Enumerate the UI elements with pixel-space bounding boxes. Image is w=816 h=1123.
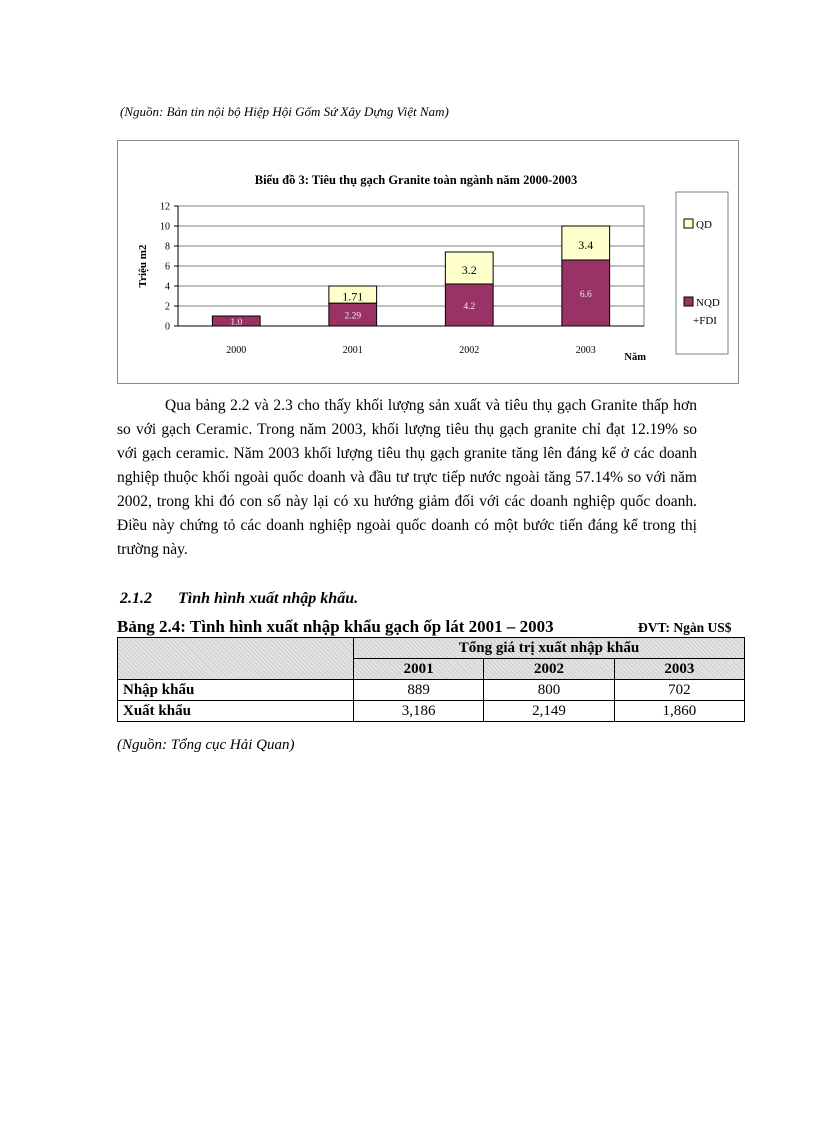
legend-swatch	[684, 297, 693, 306]
bar-data-label: 3.2	[461, 263, 477, 277]
y-tick-label: 6	[165, 261, 170, 273]
table-cell: 3,186	[354, 701, 484, 722]
bar-data-label: 1.0	[230, 318, 243, 328]
bar-data-label: 4.2	[463, 302, 476, 312]
section-title: Tình hình xuất nhập khẩu.	[178, 590, 359, 607]
x-tick-label: 2001	[342, 345, 363, 356]
y-tick-label: 10	[160, 221, 170, 233]
bar-data-label: 2.29	[344, 311, 362, 322]
table-title: Bảng 2.4: Tình hình xuất nhập khẩu gạch ốp lát 2001 – 2003	[117, 617, 554, 636]
y-tick-label: 0	[165, 321, 170, 333]
y-tick-label: 12	[160, 201, 170, 213]
bar-data-label: 6.6	[579, 290, 592, 300]
x-axis-label: Năm	[624, 352, 646, 363]
granite-consumption-chart	[118, 141, 740, 385]
table-unit: ĐVT: Ngàn US$	[638, 620, 732, 635]
table-source-note: (Nguồn: Tổng cục Hải Quan)	[117, 737, 295, 753]
table-row	[118, 680, 745, 701]
y-axis-label: Triệu m2	[137, 244, 149, 288]
x-tick-label: 2000	[226, 345, 247, 356]
bar-data-label: 1.71	[342, 289, 364, 304]
y-tick-label: 4	[165, 281, 170, 293]
table-corner-cell	[118, 638, 354, 680]
chart-title: Biểu đồ 3: Tiêu thụ gạch Granite toàn ngành năm 2000-2003	[254, 173, 578, 187]
table-group-header: Tổng giá trị xuất nhập khẩu	[354, 638, 745, 659]
body-paragraph	[117, 394, 697, 562]
table-cell: 702	[614, 680, 744, 701]
legend-swatch	[684, 219, 693, 228]
y-tick-label: 2	[165, 301, 170, 313]
import-export-table	[117, 637, 745, 722]
table-row	[118, 701, 745, 722]
legend-label: +FDI	[693, 315, 717, 327]
year-header: 2003	[614, 659, 744, 680]
table-cell: 2,149	[484, 701, 614, 722]
table-cell: 1,860	[614, 701, 744, 722]
legend-label: NQD	[696, 297, 720, 309]
chart-container	[117, 140, 739, 384]
x-tick-label: 2003	[575, 345, 596, 356]
row-label: Nhập khẩu	[118, 680, 354, 701]
body-paragraph-text: Qua bảng 2.2 và 2.3 cho thấy khối lượng sản xuất và tiêu thụ gạch Granite thấp hơn so với gạch Ceramic. Trong năm 2003, khối lượng tiêu thụ gạch granite chỉ đạt 12.19% so với gạch ceramic. Năm 2003 khối lượng tiêu thụ gạch granite tăng lên đáng kể ở các doanh nghiệp thuộc khối ngoài quốc doanh và đầu tư trực tiếp nước ngoài tăng 57.14% so với năm 2002, trong khi đó con số này lại có xu hướng giảm đối với các doanh nghiệp quốc doanh. Điều này chứng tỏ các doanh nghiệp ngoài quốc doanh có một bước tiến đáng kể trong thị trường này.	[117, 397, 697, 558]
year-header: 2002	[484, 659, 614, 680]
bar-data-label: 3.4	[578, 238, 594, 252]
x-tick-label: 2002	[459, 345, 480, 356]
chart-source-note: (Nguồn: Bản tin nội bộ Hiệp Hội Gốm Sứ Xây Dựng Việt Nam)	[120, 104, 449, 119]
y-tick-label: 8	[165, 241, 170, 253]
section-heading	[120, 590, 358, 608]
row-label: Xuất khẩu	[118, 701, 354, 722]
table-cell: 889	[354, 680, 484, 701]
legend-box	[676, 192, 728, 354]
table-cell: 800	[484, 680, 614, 701]
section-number: 2.1.2	[120, 590, 152, 607]
table-group-header-row	[118, 638, 745, 659]
legend-label: QD	[696, 219, 712, 231]
year-header: 2001	[354, 659, 484, 680]
